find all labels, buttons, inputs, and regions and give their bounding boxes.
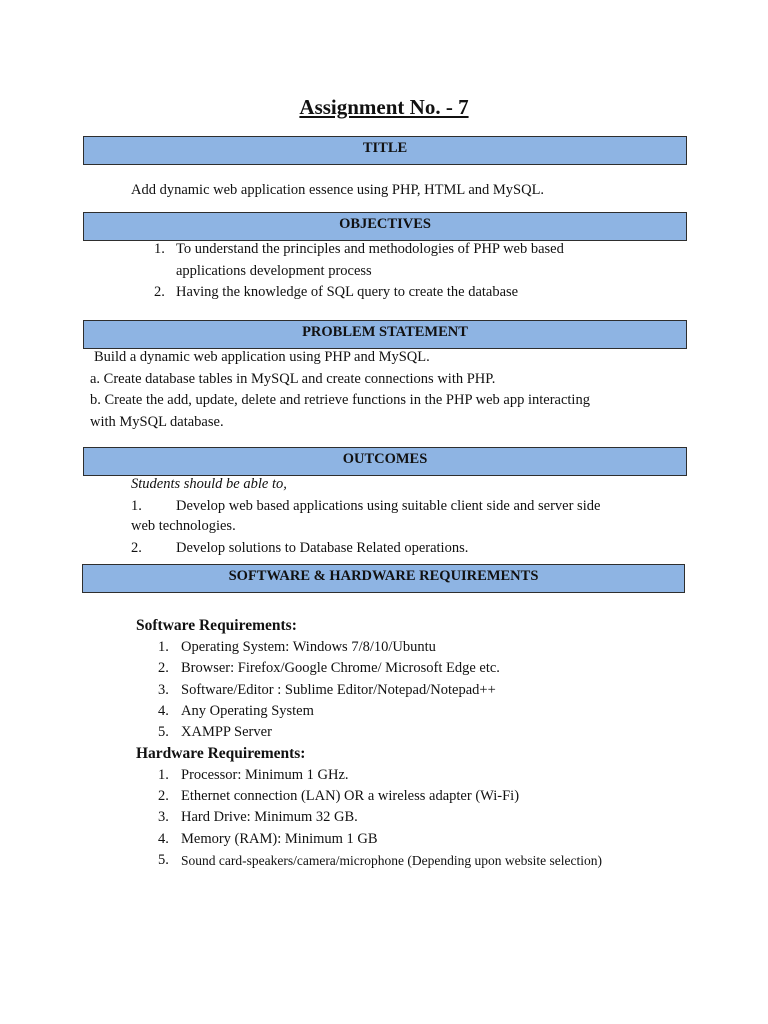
software-item-5-text: XAMPP Server [181, 724, 272, 740]
software-requirements-heading: Software Requirements: [136, 617, 297, 634]
software-item-1-number: 1. [158, 639, 169, 655]
outcome-1-text: Develop web based applications using suitable client side and server side [176, 498, 601, 514]
outcome-1-text-continued: web technologies. [131, 518, 236, 534]
problem-statement-section-bar: PROBLEM STATEMENT [83, 320, 687, 349]
hardware-requirements-heading: Hardware Requirements: [136, 745, 306, 762]
hardware-item-3-number: 3. [158, 809, 169, 825]
problem-statement-line-4: with MySQL database. [90, 414, 224, 430]
software-item-3-number: 3. [158, 682, 169, 698]
problem-statement-line-2: a. Create database tables in MySQL and create connections with PHP. [90, 371, 496, 387]
hardware-item-2-text: Ethernet connection (LAN) OR a wireless adapter (Wi-Fi) [181, 788, 520, 804]
hardware-item-1-number: 1. [158, 767, 169, 783]
hardware-item-1-text: Processor: Minimum 1 GHz. [181, 767, 349, 783]
outcome-2-text: Develop solutions to Database Related operations. [176, 540, 469, 556]
software-item-1-text: Operating System: Windows 7/8/10/Ubuntu [181, 639, 436, 655]
software-item-5-number: 5. [158, 724, 169, 740]
objective-2-text: Having the knowledge of SQL query to create the database [176, 284, 519, 300]
objective-1-number: 1. [154, 241, 165, 257]
outcome-2-number: 2. [131, 540, 142, 556]
objective-1-text-continued: applications development process [176, 263, 372, 279]
title-text: Add dynamic web application essence using PHP, HTML and MySQL. [131, 182, 545, 198]
outcome-1-number: 1. [131, 498, 142, 514]
software-item-4-text: Any Operating System [181, 703, 314, 719]
requirements-section-bar: SOFTWARE & HARDWARE REQUIREMENTS [82, 564, 685, 593]
software-item-4-number: 4. [158, 703, 169, 719]
document-title: Assignment No. - 7 [299, 95, 469, 119]
hardware-item-2-number: 2. [158, 788, 169, 804]
outcomes-section-bar: OUTCOMES [83, 447, 687, 476]
objective-2-number: 2. [154, 284, 165, 300]
software-item-2-text: Browser: Firefox/Google Chrome/ Microsoft Edge etc. [181, 660, 500, 676]
software-item-3-text: Software/Editor : Sublime Editor/Notepad/Notepad++ [181, 682, 496, 698]
problem-statement-line-3: b. Create the add, update, delete and retrieve functions in the PHP web app interacting [90, 392, 590, 408]
objective-1-text: To understand the principles and methodologies of PHP web based [176, 241, 564, 257]
problem-statement-line-1: Build a dynamic web application using PHP and MySQL. [94, 349, 430, 365]
hardware-item-4-number: 4. [158, 831, 169, 847]
hardware-item-5-number: 5. [158, 852, 169, 868]
title-section-bar: TITLE [83, 136, 687, 165]
hardware-item-3-text: Hard Drive: Minimum 32 GB. [181, 809, 358, 825]
hardware-item-5-text: Sound card-speakers/camera/microphone (Depending upon website selection) [181, 853, 602, 868]
hardware-item-4-text: Memory (RAM): Minimum 1 GB [181, 831, 378, 847]
software-item-2-number: 2. [158, 660, 169, 676]
outcomes-intro: Students should be able to, [131, 476, 287, 492]
objectives-section-bar: OBJECTIVES [83, 212, 687, 241]
